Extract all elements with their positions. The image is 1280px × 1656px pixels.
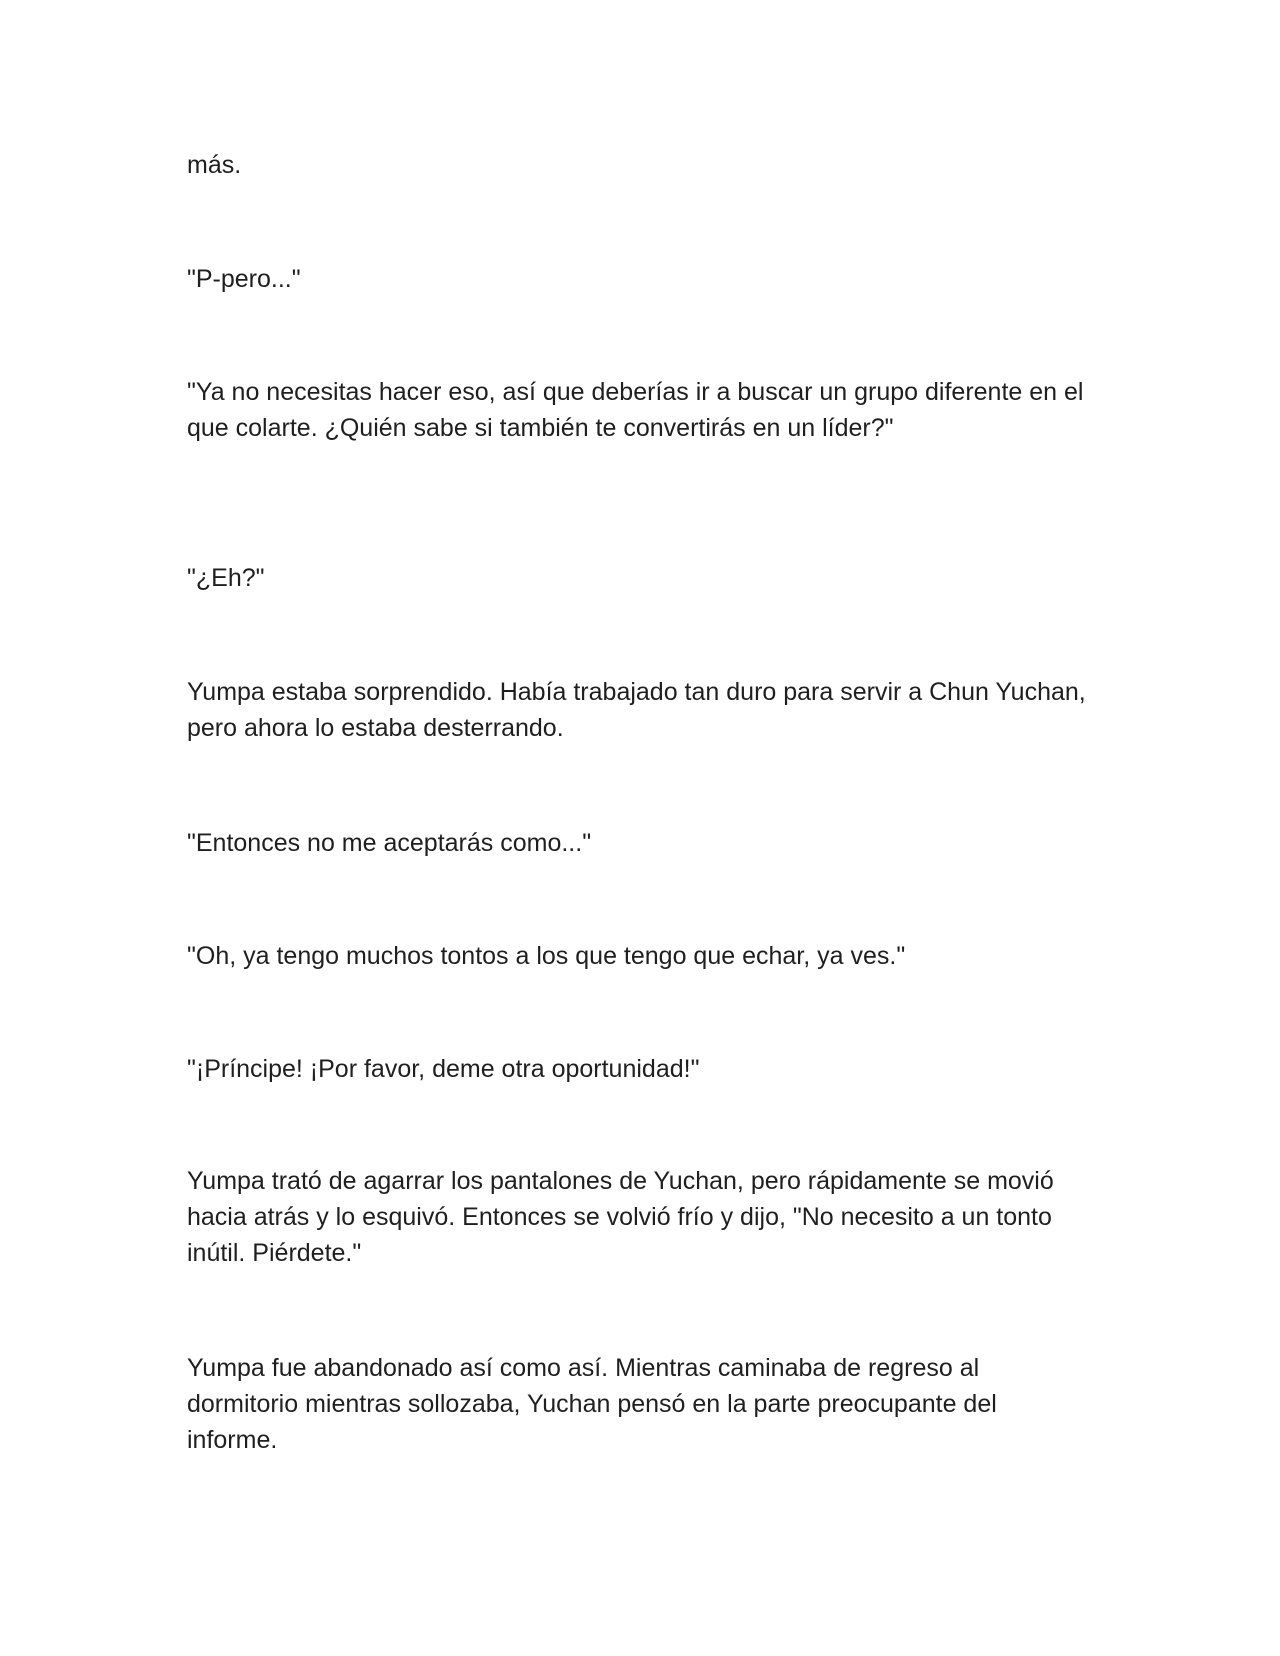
paragraph-2: "P-pero..." [187, 265, 301, 293]
paragraph-5: Yumpa estaba sorprendido. Había trabajado tan duro para servir a Chun Yuchan, pero ahora lo estaba desterrando. [187, 678, 1086, 742]
paragraph-1: más. [187, 151, 242, 179]
paragraph-7: "Oh, ya tengo muchos tontos a los que tengo que echar, ya ves." [187, 942, 906, 970]
paragraph-3: "Ya no necesitas hacer eso, así que deberías ir a buscar un grupo diferente en el que colarte. ¿Quién sabe si también te convertirás en un líder?" [187, 378, 1084, 442]
paragraph-4: "¿Eh?" [187, 564, 265, 592]
paragraph-8: "¡Príncipe! ¡Por favor, deme otra oportunidad!" [187, 1055, 700, 1083]
paragraph-6: "Entonces no me aceptarás como..." [187, 829, 592, 857]
paragraph-10: Yumpa fue abandonado así como así. Mientras caminaba de regreso al dormitorio mientras sollozaba, Yuchan pensó en la parte preocupante del informe. [187, 1354, 997, 1454]
paragraph-9: Yumpa trató de agarrar los pantalones de Yuchan, pero rápidamente se movió hacia atrás y lo esquivó. Entonces se volvió frío y dijo, "No necesito a un tonto inútil. Piérdete." [187, 1167, 1054, 1267]
